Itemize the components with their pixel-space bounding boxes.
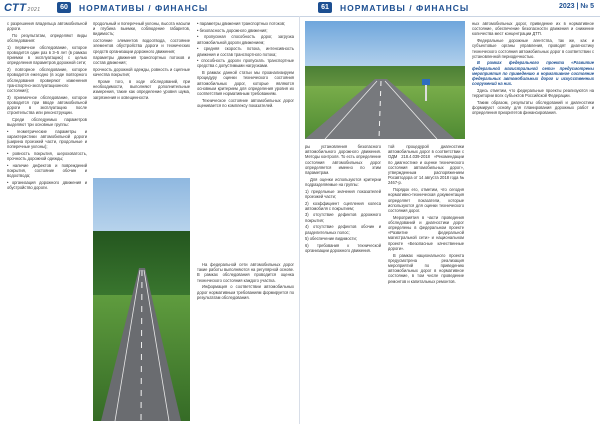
page-gutter: [299, 16, 300, 424]
paragraph: Федеральные дорожные агентства, так же, как и субъектовые органы управления, проводят диагностику технического состояния автомобильных дорог в соответствии с установленной периодичностью.: [472, 38, 594, 59]
paragraph: прочность дорожной одежды, ровность и сцепные качества покрытия;: [93, 67, 190, 78]
paragraph: По результатам, определяют виды обследования:: [7, 32, 87, 44]
paragraph: 1) предельные значения показателей проезжей части;: [305, 188, 381, 199]
paragraph: Таким образом, результаты обследований и диагностики формируют основу для планирования дорожных работ и определения приоритетов финансирования.: [472, 99, 594, 116]
paragraph: 3) приемочное обследование, которое проводится при вводе автомобильной дороги в эксплуатацию после строительства или реконструкции.: [7, 94, 87, 116]
paragraph: ры установления безопасного автомобильного дорожного движения. Методы контроля. То есть определение состояния автомобильных дорог определяется именно по этим параметрам.: [305, 144, 381, 176]
paragraph: • наличие дефектов и повреждений покрытия, состояние обочин и водоотвода;: [7, 163, 87, 179]
paragraph: Среди обследуемых параметров выделяют три основные группы:: [7, 116, 87, 128]
road-shape: [93, 178, 190, 421]
paragraph: 2) коэффициент сцепления колеса автомобиля с покрытием;: [305, 200, 381, 211]
paragraph: Здесь отметим, что федеральные проекты реализуются на территории всех субъектов Российской Федерации.: [472, 87, 594, 99]
road-shape: [305, 21, 465, 139]
paragraph: 5) обеспечение видимости;: [305, 236, 357, 242]
paragraph: • параметры движения транспортных потоков;: [197, 21, 286, 26]
text-column-6: [472, 21, 594, 421]
paragraph: Для оценки используются критерии подразделяемые на группы:: [305, 176, 381, 187]
highlighted-paragraph: В рамках федерального проекта «Развитие федеральной магистральной сети» предусмотрены мероприятия по приведению в нормативное состояние федеральных автомобильных дорог и искусственных сооружений на них.: [472, 60, 594, 87]
paragraph: Информация о соответствии автомобильных дорог нормативным требованиям формируется по результатам обследования.: [197, 284, 294, 300]
paragraph: ных автомобильных дорог, приведение их в нормативное состояние, обеспечение безопасности движения и снижение количества мест концентрации ДТП.: [472, 21, 594, 37]
header-bar: [0, 0, 600, 17]
text-column-1: [7, 21, 87, 421]
paragraph: состояние элементов водоотвода, состояние элементов обустройства дороги и технических средств организации дорожного движения;: [93, 38, 190, 54]
paragraph: с разрешения владельца автомобильной дороги.: [7, 21, 87, 32]
paragraph: 4) отсутствие дефектов обочин и разделительных полос;: [305, 224, 381, 235]
paragraph: 3) отсутствие дефектов дорожного покрытия;: [305, 212, 381, 223]
paragraph: параметры движения транспортных потоков и состав движения;: [93, 55, 190, 66]
paragraph: На федеральной сети автомобильных дорог такие работы выполняются на регулярной основе. В рамках обследования проводится оценка технического состояния каждого участка.: [197, 262, 294, 283]
paragraph: Мероприятия в части проведения обследований и диагностики дорог определены в федеральном проекте «Развитие федеральной магистральной сети» и национальном проекте «Безопасные качественные дороги».: [388, 214, 464, 251]
paragraph: продольный и поперечный уклоны, высота насыпи и глубина выемки, соблюдение габаритов, видимость;: [93, 21, 190, 37]
paragraph: • способность дороги пропускать транспортные средства с допустимыми нагрузками.: [197, 58, 294, 69]
paragraph: Техническое состояние автомобильных дорог оценивается по комплексу показателей.: [197, 97, 294, 108]
paragraph: В рамках данной статьи мы проанализируем процедуру оценки технического состояния автомобильных дорог, которые являются основным критерием для определения уровня их соответствия нормативным требованиям.: [197, 70, 294, 96]
text-column-4: [305, 144, 381, 421]
right-page-number: 61: [318, 2, 332, 13]
paragraph: 1) первичное обследование, которое проводится один раз в 3–5 лет (в рамках приемки в эксплуатацию) с целью определения параметров дорожной сети;: [7, 44, 87, 66]
paragraph: • пропускная способность дорог, загрузка автомобильной дороги движением;: [197, 34, 294, 45]
paragraph: • ровность покрытия, шероховатость, прочность дорожной одежды;: [7, 151, 87, 162]
paragraph: 6) требования к технической организации дорожного движения.: [305, 242, 381, 254]
left-section-title: НОРМАТИВЫ / ФИНАНСЫ: [79, 3, 209, 13]
paragraph: 2) повторное обследование, которое проводится ежегодно (в ходе повторного обследования проверяют изменения транспортно-эксплуатационного состояния);: [7, 67, 87, 93]
left-page-number: 60: [57, 2, 71, 13]
text-column-2: [93, 21, 190, 171]
text-column-3b: [197, 262, 294, 421]
paragraph: • геометрические параметры и характеристики автомобильной дороги (ширина проезжей части, продольные и поперечные уклоны);: [7, 128, 87, 150]
logo: СТТ2021: [4, 2, 41, 14]
paragraph: • безопасность дорожного движения;: [197, 27, 268, 33]
text-column-3: [197, 21, 294, 257]
road-photo-left: [93, 178, 190, 421]
issue-number: 2023 | № 5: [558, 3, 594, 10]
right-section-title: НОРМАТИВЫ / ФИНАНСЫ: [340, 3, 470, 13]
paragraph: Порядок его, отметим, что сегодня нормативно-техническая документация определяет показатели, которые используются для оценки технического состояния дорог.: [388, 187, 464, 213]
paragraph: В рамках национального проекта предусмотрена реализация мероприятий по приведению автомобильных дорог в нормативное состояние, в том числе проведение ремонтов и капитальных ремонтов.: [388, 252, 464, 284]
paragraph: той процедурой диагностики автомобильных дорог в соответствии с ОДМ 218.4.039-2018 «Рекомендации по диагностике и оценке технического состояния автомобильных дорог», утвержденным распоряжением Росавтодора от 14 августа 2018 года № 2467-р.: [388, 144, 464, 186]
paragraph: • организация дорожного движения и обустройство дороги.: [7, 180, 87, 191]
text-column-5: [388, 144, 464, 421]
paragraph: Кроме того, в ходе обследований, при необходимости, выполняют дополнительные измерения, такие как определение уровня шума, загрязнения и освещенности.: [93, 79, 190, 100]
paragraph: • средняя скорость потока, интенсивность движения и состав транспортного потока;: [197, 46, 294, 57]
road-photo-right: [305, 21, 465, 139]
